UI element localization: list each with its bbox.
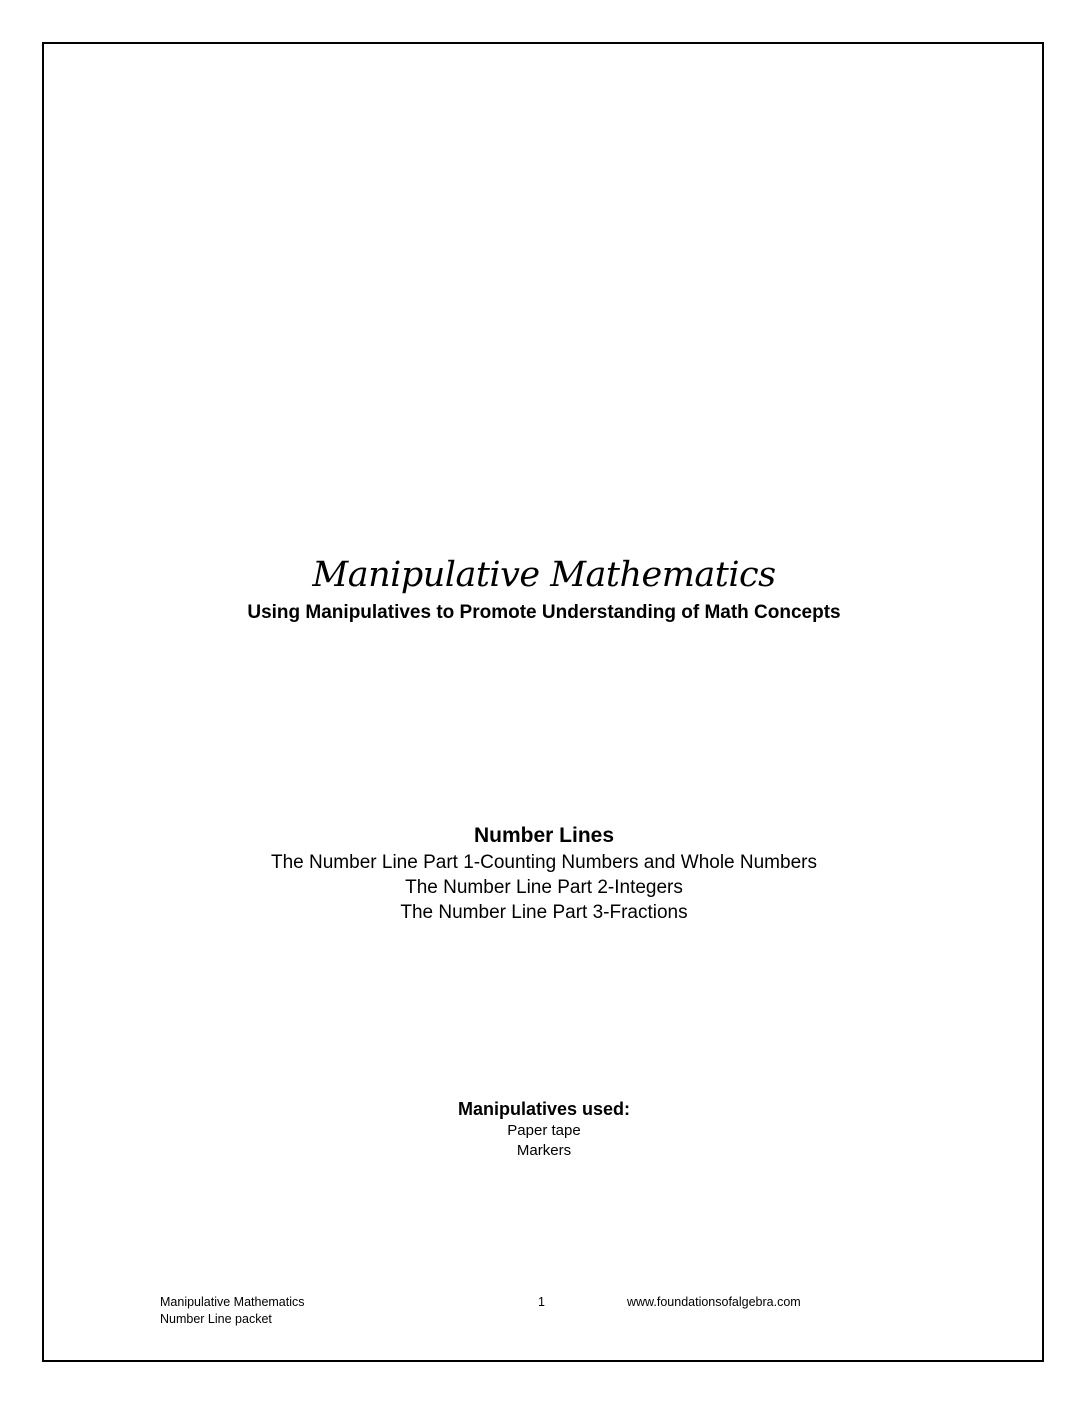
manipulatives-heading: Manipulatives used: bbox=[457, 1099, 631, 1119]
document-subtitle: Using Manipulatives to Promote Understanding of Math Concepts bbox=[247, 602, 841, 623]
section-line-part-1: The Number Line Part 1-Counting Numbers and Whole Numbers bbox=[271, 852, 817, 873]
footer-url: www.foundationsofalgebra.com bbox=[627, 1295, 801, 1309]
page-border bbox=[42, 42, 1044, 1362]
footer-doc-name: Manipulative Mathematics bbox=[160, 1295, 305, 1309]
section-line-part-2: The Number Line Part 2-Integers bbox=[405, 877, 683, 898]
footer-packet-name: Number Line packet bbox=[160, 1312, 272, 1326]
footer-page-number: 1 bbox=[538, 1295, 545, 1309]
section-line-part-3: The Number Line Part 3-Fractions bbox=[400, 902, 688, 923]
number-lines-section bbox=[0, 822, 1088, 925]
manipulative-item-markers: Markers bbox=[516, 1142, 572, 1159]
manipulatives-section bbox=[0, 1097, 1088, 1161]
document-title: Manipulative Mathematics bbox=[312, 555, 776, 595]
section-heading: Number Lines bbox=[473, 824, 615, 847]
footer-left bbox=[160, 1294, 305, 1328]
manipulative-item-paper-tape: Paper tape bbox=[507, 1122, 581, 1139]
